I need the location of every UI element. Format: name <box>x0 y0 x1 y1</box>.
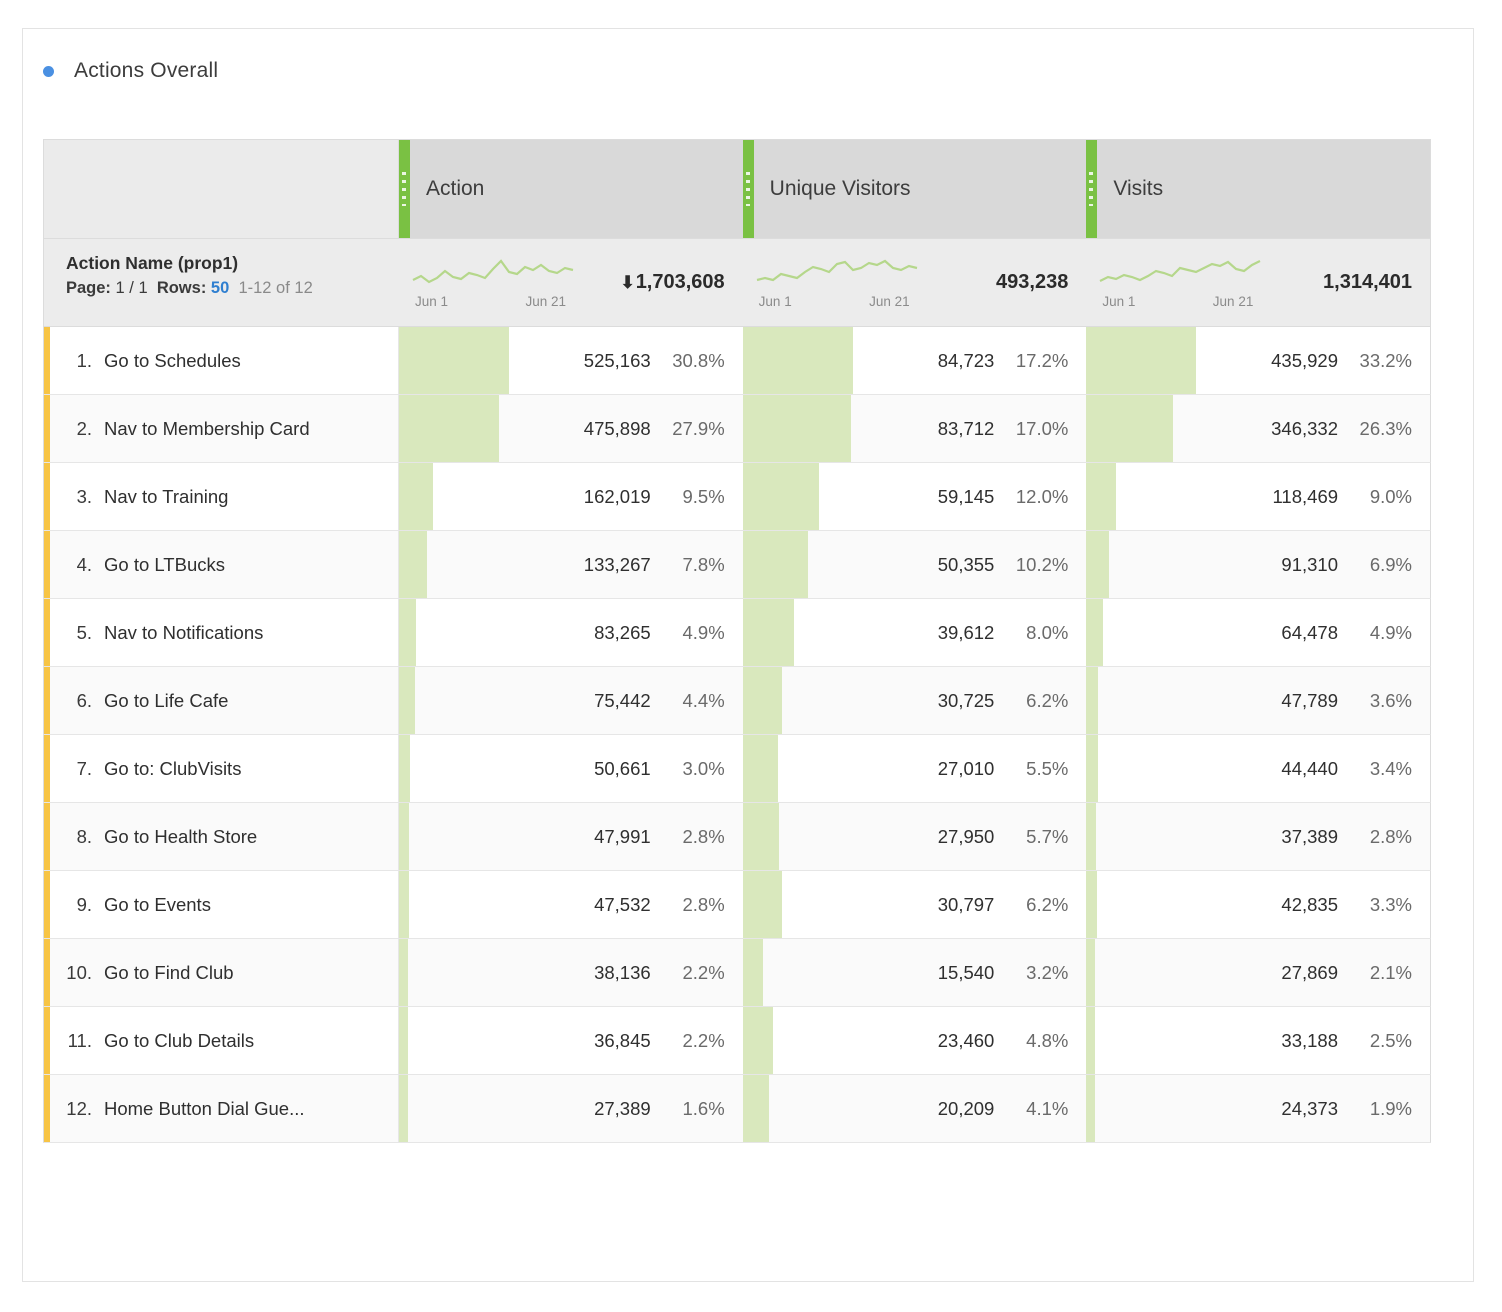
metric-cell-action[interactable] <box>399 327 743 394</box>
row-rank: 12. <box>66 1097 92 1119</box>
drag-handle-icon[interactable] <box>743 140 754 238</box>
row-dimension-cell[interactable] <box>44 803 399 870</box>
table-row[interactable] <box>43 395 1431 463</box>
metric-value: 27,950 <box>937 825 995 847</box>
row-item-name[interactable]: Go to Find Club <box>104 961 234 983</box>
metric-value: 38,136 <box>594 961 651 983</box>
metric-cell-visits[interactable] <box>1086 803 1430 870</box>
metric-cell-action[interactable] <box>399 531 743 598</box>
metric-value: 42,835 <box>1281 893 1339 915</box>
value-bar <box>399 735 410 802</box>
row-rank: 4. <box>76 553 92 575</box>
metric-cell-visits[interactable] <box>1086 1075 1430 1142</box>
panel-header <box>23 29 1473 85</box>
metric-value: 30,797 <box>937 893 995 915</box>
rows-label: Rows: <box>156 279 207 297</box>
metric-percent: 10.2% <box>1015 553 1069 575</box>
value-bar <box>399 803 409 870</box>
metric-value: 435,929 <box>1271 349 1339 371</box>
metric-value: 37,389 <box>1281 825 1339 847</box>
summary-total-value: 1,703,608 <box>635 271 725 293</box>
table-row[interactable] <box>43 599 1431 667</box>
metric-value: 133,267 <box>583 553 651 575</box>
row-dimension-cell[interactable] <box>44 1075 399 1142</box>
metric-percent: 4.9% <box>682 621 725 643</box>
metric-percent: 4.1% <box>1026 1097 1069 1119</box>
row-rank: 11. <box>67 1029 92 1051</box>
page-title: Actions Overall <box>74 59 219 82</box>
metric-percent: 17.2% <box>1015 349 1069 371</box>
metric-value: 27,869 <box>1281 961 1339 983</box>
value-bar <box>399 599 416 666</box>
pagination-controls <box>66 279 399 298</box>
metric-cell-action[interactable] <box>399 939 743 1006</box>
value-bar <box>1086 1075 1095 1142</box>
metric-cell-visits[interactable] <box>1086 327 1430 394</box>
metric-percent: 3.6% <box>1369 689 1413 711</box>
summary-metric-visits <box>1086 239 1430 326</box>
metric-value: 47,532 <box>594 893 651 915</box>
sparkline-axis <box>411 290 584 309</box>
summary-metric-action <box>399 239 743 326</box>
metric-value: 23,460 <box>937 1029 995 1051</box>
metric-value: 24,373 <box>1281 1097 1339 1119</box>
row-item-name[interactable]: Go to Club Details <box>104 1029 255 1051</box>
value-bar <box>1086 395 1173 462</box>
column-header-label: Visits <box>1113 177 1164 200</box>
metric-percent: 30.8% <box>672 349 725 371</box>
row-rank: 1. <box>76 349 92 371</box>
metric-cell-action[interactable] <box>399 1007 743 1074</box>
axis-start-label: Jun 1 <box>1102 294 1136 309</box>
metric-cell-unique-visitors[interactable] <box>743 327 1087 394</box>
sparkline-visits <box>1086 256 1271 309</box>
value-bar <box>743 735 778 802</box>
row-rank: 7. <box>76 757 92 779</box>
value-bar <box>743 599 794 666</box>
table-row[interactable] <box>43 667 1431 735</box>
axis-end-label: Jun 21 <box>525 294 566 309</box>
row-rank: 6. <box>76 689 92 711</box>
metric-value: 30,725 <box>937 689 995 711</box>
metric-value: 47,991 <box>594 825 651 847</box>
metric-percent: 9.0% <box>1369 485 1413 507</box>
row-rank: 5. <box>76 621 92 643</box>
metric-percent: 12.0% <box>1015 485 1069 507</box>
metric-cell-unique-visitors[interactable] <box>743 871 1087 938</box>
value-bar <box>399 1007 408 1074</box>
metric-percent: 1.9% <box>1369 1097 1413 1119</box>
row-dimension-cell[interactable] <box>44 939 399 1006</box>
metric-value: 475,898 <box>583 417 651 439</box>
value-bar <box>1086 531 1109 598</box>
row-item-name[interactable]: Go to Schedules <box>104 349 241 371</box>
metric-value: 36,845 <box>594 1029 651 1051</box>
metric-value: 91,310 <box>1281 553 1339 575</box>
sparkline-chart-icon <box>755 256 927 290</box>
metric-cell-unique-visitors[interactable] <box>743 599 1087 666</box>
table-row[interactable] <box>43 1075 1431 1143</box>
metric-cell-unique-visitors[interactable] <box>743 939 1087 1006</box>
row-dimension-cell[interactable] <box>44 735 399 802</box>
summary-total-visits <box>1271 271 1430 294</box>
metric-value: 47,789 <box>1281 689 1339 711</box>
row-item-name[interactable]: Go to Life Cafe <box>104 689 229 711</box>
metric-cell-action[interactable] <box>399 395 743 462</box>
value-bar <box>743 1075 769 1142</box>
metric-percent: 33.2% <box>1359 349 1413 371</box>
row-item-name[interactable]: Go to Health Store <box>104 825 258 847</box>
metric-cell-action[interactable] <box>399 599 743 666</box>
metric-cell-visits[interactable] <box>1086 599 1430 666</box>
metric-percent: 3.2% <box>1026 961 1069 983</box>
metric-cell-visits[interactable] <box>1086 463 1430 530</box>
metric-cell-action[interactable] <box>399 803 743 870</box>
value-bar <box>1086 327 1196 394</box>
metric-cell-visits[interactable] <box>1086 1007 1430 1074</box>
row-rank: 2. <box>76 417 92 439</box>
panel-bullet-icon <box>43 66 54 77</box>
metric-percent: 4.8% <box>1026 1029 1069 1051</box>
metric-cell-unique-visitors[interactable] <box>743 667 1087 734</box>
sparkline-axis <box>755 290 928 309</box>
table-row[interactable] <box>43 871 1431 939</box>
value-bar <box>743 463 820 530</box>
rows-value-link[interactable]: 50 <box>210 279 230 297</box>
table-row[interactable] <box>43 531 1431 599</box>
metric-percent: 4.9% <box>1369 621 1413 643</box>
value-bar <box>743 327 853 394</box>
metric-value: 33,188 <box>1281 1029 1339 1051</box>
value-bar <box>1086 667 1098 734</box>
metric-value: 27,389 <box>594 1097 651 1119</box>
column-header-action[interactable] <box>399 140 743 238</box>
summary-metric-unique-visitors <box>743 239 1087 326</box>
column-header-visits[interactable] <box>1086 140 1430 238</box>
metric-value: 27,010 <box>937 757 995 779</box>
metric-cell-action[interactable] <box>399 1075 743 1142</box>
metric-value: 525,163 <box>583 349 651 371</box>
metric-value: 83,265 <box>594 621 651 643</box>
summary-total-action <box>584 271 743 294</box>
metric-cell-visits[interactable] <box>1086 939 1430 1006</box>
metric-percent: 2.8% <box>1369 825 1413 847</box>
metric-cell-unique-visitors[interactable] <box>743 463 1087 530</box>
metric-cell-unique-visitors[interactable] <box>743 1075 1087 1142</box>
value-bar <box>399 395 499 462</box>
metric-value: 15,540 <box>937 961 995 983</box>
metric-value: 44,440 <box>1281 757 1339 779</box>
metric-percent: 2.2% <box>682 1029 725 1051</box>
row-range: 1-12 of 12 <box>238 279 313 297</box>
value-bar <box>399 871 409 938</box>
page-label: Page: <box>66 279 111 297</box>
table-body <box>43 327 1431 1143</box>
value-bar <box>1086 1007 1095 1074</box>
metric-percent: 2.5% <box>1369 1029 1413 1051</box>
column-header-label: Unique Visitors <box>769 177 911 200</box>
axis-end-label: Jun 21 <box>1212 294 1254 309</box>
metric-percent: 5.5% <box>1026 757 1069 779</box>
metric-percent: 2.8% <box>682 825 725 847</box>
row-item-name[interactable]: Nav to Membership Card <box>104 417 310 439</box>
row-dimension-cell[interactable] <box>44 871 399 938</box>
down-arrow-icon: ⬇ <box>620 273 635 292</box>
value-bar <box>399 531 427 598</box>
value-bar <box>1086 803 1095 870</box>
metric-percent: 8.0% <box>1026 621 1069 643</box>
metric-cell-unique-visitors[interactable] <box>743 735 1087 802</box>
value-bar <box>743 871 783 938</box>
metric-value: 64,478 <box>1281 621 1339 643</box>
metric-value: 50,355 <box>937 553 995 575</box>
row-item-name[interactable]: Nav to Notifications <box>104 621 264 643</box>
value-bar <box>743 1007 774 1074</box>
table-row[interactable] <box>43 1007 1431 1075</box>
column-header-label: Action <box>426 177 485 200</box>
value-bar <box>399 327 509 394</box>
column-header-unique-visitors[interactable] <box>743 140 1087 238</box>
metric-value: 20,209 <box>937 1097 995 1119</box>
metric-value: 162,019 <box>583 485 651 507</box>
row-rank: 8. <box>76 825 92 847</box>
metric-value: 346,332 <box>1271 417 1339 439</box>
metric-percent: 27.9% <box>672 417 725 439</box>
sparkline-chart-icon <box>1098 256 1270 290</box>
metric-percent: 2.1% <box>1369 961 1413 983</box>
metric-percent: 3.0% <box>682 757 725 779</box>
metric-cell-visits[interactable] <box>1086 871 1430 938</box>
table-column-header-row <box>43 139 1431 239</box>
table-summary-row <box>43 239 1431 327</box>
table-row[interactable] <box>43 939 1431 1007</box>
metric-percent: 4.4% <box>682 689 725 711</box>
axis-start-label: Jun 1 <box>758 294 792 309</box>
value-bar <box>743 667 783 734</box>
metric-percent: 7.8% <box>682 553 725 575</box>
drag-handle-icon[interactable] <box>1086 140 1097 238</box>
sparkline-action <box>399 256 584 309</box>
metric-cell-action[interactable] <box>399 735 743 802</box>
value-bar <box>743 531 808 598</box>
metric-percent: 5.7% <box>1026 825 1069 847</box>
table-row[interactable] <box>43 327 1431 395</box>
metric-cell-visits[interactable] <box>1086 735 1430 802</box>
value-bar <box>1086 871 1097 938</box>
row-dimension-cell[interactable] <box>44 1007 399 1074</box>
sparkline-chart-icon <box>411 256 583 290</box>
metric-cell-action[interactable] <box>399 463 743 530</box>
row-item-name[interactable]: Go to: ClubVisits <box>104 757 242 779</box>
row-rank: 10. <box>66 961 92 983</box>
row-dimension-cell[interactable] <box>44 599 399 666</box>
row-dimension-cell[interactable] <box>44 327 399 394</box>
table-row[interactable] <box>43 463 1431 531</box>
sparkline-unique-visitors <box>743 256 928 309</box>
metric-percent: 2.2% <box>682 961 725 983</box>
row-dimension-cell[interactable] <box>44 395 399 462</box>
axis-start-label: Jun 1 <box>415 294 449 309</box>
dimension-summary <box>44 239 399 326</box>
metric-percent: 17.0% <box>1015 417 1069 439</box>
metric-percent: 9.5% <box>682 485 725 507</box>
row-dimension-cell[interactable] <box>44 463 399 530</box>
row-dimension-cell[interactable] <box>44 531 399 598</box>
metric-value: 50,661 <box>594 757 651 779</box>
row-item-name[interactable]: Go to Events <box>104 893 211 915</box>
value-bar <box>743 395 852 462</box>
value-bar <box>399 667 415 734</box>
axis-end-label: Jun 21 <box>869 294 910 309</box>
value-bar <box>399 1075 408 1142</box>
metric-cell-visits[interactable] <box>1086 667 1430 734</box>
metric-value: 83,712 <box>937 417 995 439</box>
metric-cell-unique-visitors[interactable] <box>743 803 1087 870</box>
metric-cell-action[interactable] <box>399 871 743 938</box>
metric-cell-unique-visitors[interactable] <box>743 395 1087 462</box>
metric-value: 118,469 <box>1272 485 1339 507</box>
metric-percent: 6.2% <box>1026 689 1069 711</box>
summary-total-unique-visitors <box>928 271 1087 294</box>
value-bar <box>743 803 779 870</box>
freeform-table <box>43 139 1431 1143</box>
table-row[interactable] <box>43 803 1431 871</box>
metric-cell-action[interactable] <box>399 667 743 734</box>
metric-cell-visits[interactable] <box>1086 531 1430 598</box>
value-bar <box>1086 735 1097 802</box>
metric-cell-unique-visitors[interactable] <box>743 1007 1087 1074</box>
row-dimension-cell[interactable] <box>44 667 399 734</box>
row-rank: 9. <box>76 893 92 915</box>
metric-value: 59,145 <box>937 485 995 507</box>
column-header-blank <box>44 140 399 238</box>
metric-percent: 6.9% <box>1369 553 1413 575</box>
metric-percent: 2.8% <box>682 893 725 915</box>
sparkline-axis <box>1098 290 1271 309</box>
metric-percent: 3.3% <box>1369 893 1413 915</box>
table-row[interactable] <box>43 735 1431 803</box>
metric-percent: 3.4% <box>1369 757 1413 779</box>
row-rank: 3. <box>76 485 92 507</box>
page-value: 1 / 1 <box>115 279 148 297</box>
metric-percent: 1.6% <box>682 1097 725 1119</box>
value-bar <box>399 939 408 1006</box>
metric-value: 84,723 <box>937 349 995 371</box>
value-bar <box>743 939 763 1006</box>
metric-value: 75,442 <box>594 689 651 711</box>
actions-overall-panel <box>22 28 1474 1282</box>
row-item-name[interactable]: Home Button Dial Gue... <box>104 1097 305 1119</box>
value-bar <box>1086 939 1095 1006</box>
summary-total-value: 1,314,401 <box>1323 271 1413 293</box>
value-bar <box>399 463 433 530</box>
metric-percent: 26.3% <box>1359 417 1413 439</box>
row-item-name[interactable]: Go to LTBucks <box>104 553 225 575</box>
row-item-name[interactable]: Nav to Training <box>104 485 229 507</box>
value-bar <box>1086 463 1116 530</box>
metric-value: 39,612 <box>937 621 995 643</box>
dimension-name: Action Name (prop1) <box>66 253 239 273</box>
summary-total-value: 493,238 <box>996 271 1069 293</box>
metric-percent: 6.2% <box>1026 893 1069 915</box>
drag-handle-icon[interactable] <box>399 140 410 238</box>
metric-cell-unique-visitors[interactable] <box>743 531 1087 598</box>
metric-cell-visits[interactable] <box>1086 395 1430 462</box>
value-bar <box>1086 599 1102 666</box>
